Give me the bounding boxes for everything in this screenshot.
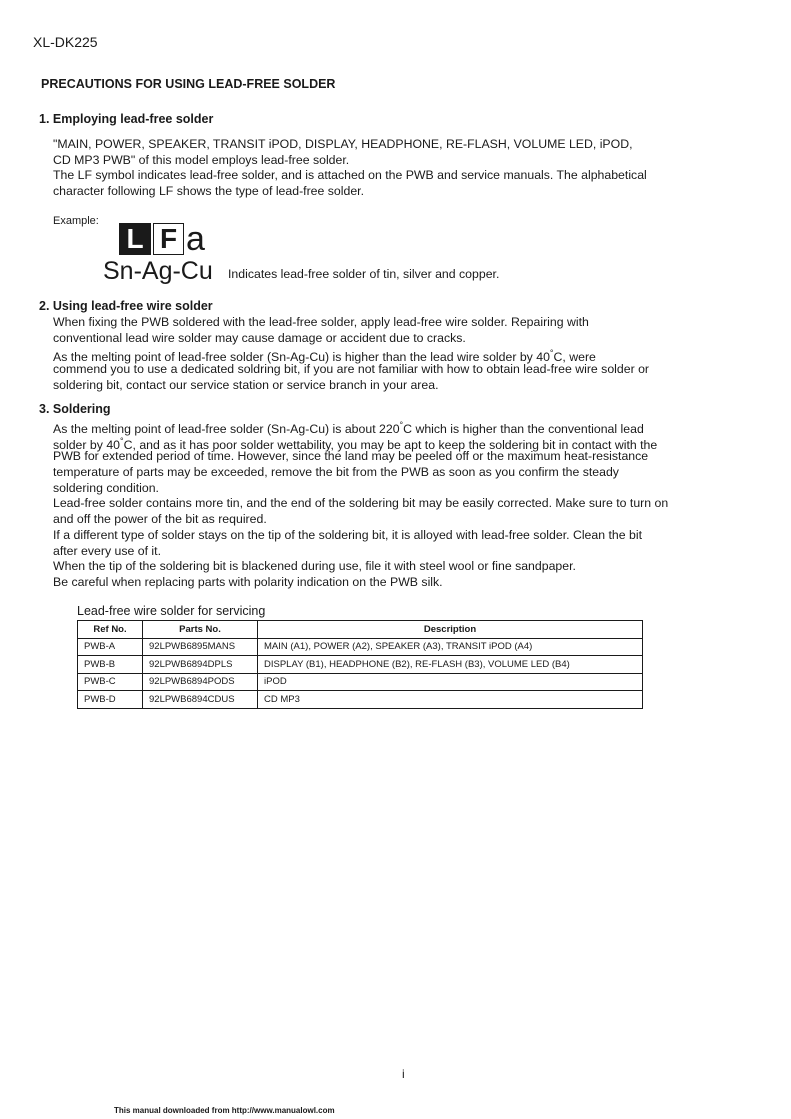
text-line: The LF symbol indicates lead-free solder, and is attached on the PWB and service manuals. The alphabetical bbox=[53, 168, 647, 183]
text-line: As the melting point of lead-free solder (Sn-Ag-Cu) is about 220°C which is higher than the conventional lead bbox=[53, 420, 644, 436]
solder-table bbox=[77, 620, 643, 709]
text-line: "MAIN, POWER, SPEAKER, TRANSIT iPOD, DISPLAY, HEADPHONE, RE-FLASH, VOLUME LED, iPOD, bbox=[53, 137, 633, 151]
alloy-description: Indicates lead-free solder of tin, silver and copper. bbox=[228, 267, 500, 281]
cell-ref-no: PWB-A bbox=[78, 638, 143, 656]
section-3-heading: 3. Soldering bbox=[39, 402, 111, 416]
section-2-body bbox=[53, 315, 649, 393]
model-number: XL-DK225 bbox=[33, 34, 98, 50]
text-line: Lead-free solder contains more tin, and the end of the soldering bit may be easily corrected. Make sure to turn on bbox=[53, 496, 669, 511]
text-line: character following LF shows the type of lead-free solder. bbox=[53, 184, 365, 199]
degree-symbol: ° bbox=[549, 348, 554, 359]
text-line: after every use of it. bbox=[53, 543, 161, 558]
table-header-row bbox=[78, 621, 643, 639]
degree-symbol: ° bbox=[120, 435, 124, 446]
text-line: PWB for extended period of time. However, since the land may be peeled off or the maximum heat-resistance bbox=[53, 449, 649, 464]
cell-description: CD MP3 bbox=[258, 691, 643, 709]
table-row bbox=[78, 691, 643, 709]
alloy-name: Sn-Ag-Cu bbox=[103, 257, 213, 285]
lf-symbol-f: F bbox=[153, 223, 184, 255]
cell-description: MAIN (A1), POWER (A2), SPEAKER (A3), TRANSIT iPOD (A4) bbox=[258, 638, 643, 656]
table-row bbox=[78, 656, 643, 674]
header-description: Description bbox=[258, 621, 643, 639]
cell-description: iPOD bbox=[258, 673, 643, 691]
table-row bbox=[78, 673, 643, 691]
cell-description: DISPLAY (B1), HEADPHONE (B2), RE-FLASH (B3), VOLUME LED (B4) bbox=[258, 656, 643, 674]
text-line: solder by 40°C, and as it has poor solder wettability, you may be apt to keep the soldering bit in contact with the bbox=[53, 435, 658, 452]
header-parts-no: Parts No. bbox=[143, 621, 258, 639]
lf-symbol-l: L bbox=[119, 223, 151, 255]
text-line: commend you to use a dedicated soldring bit, if you are not familiar with how to obtain lead-free wire solder or bbox=[53, 362, 650, 377]
section-1-heading: 1. Employing lead-free solder bbox=[39, 112, 214, 126]
section-2-heading: 2. Using lead-free wire solder bbox=[39, 299, 213, 313]
page-title: PRECAUTIONS FOR USING LEAD-FREE SOLDER bbox=[41, 77, 336, 91]
text-line: As the melting point of lead-free solder (Sn-Ag-Cu) is higher than the lead wire solder by 40°C, were bbox=[53, 348, 596, 365]
text-line: soldering bit, contact our service station or service branch in your area. bbox=[53, 377, 439, 392]
section-3-body bbox=[53, 418, 668, 591]
text-line: When the tip of the soldering bit is blackened during use, file it with steel wool or fine sandpaper. bbox=[53, 559, 576, 574]
text-line: CD MP3 PWB" of this model employs lead-free solder. bbox=[53, 152, 350, 167]
text-line: soldering condition. bbox=[53, 480, 159, 495]
text-line: If a different type of solder stays on the tip of the soldering bit, it is alloyed with lead-free solder. Clean the bit bbox=[53, 527, 642, 542]
footer-download-note: This manual downloaded from http://www.manualowl.com bbox=[114, 1106, 335, 1115]
header-ref-no: Ref No. bbox=[78, 621, 143, 639]
cell-ref-no: PWB-D bbox=[78, 691, 143, 709]
cell-parts-no: 92LPWB6895MANS bbox=[143, 638, 258, 656]
lf-symbol-suffix: a bbox=[186, 220, 205, 258]
cell-parts-no: 92LPWB6894PODS bbox=[143, 673, 258, 691]
example-label: Example: bbox=[53, 215, 99, 227]
cell-ref-no: PWB-C bbox=[78, 673, 143, 691]
degree-symbol: ° bbox=[399, 420, 404, 430]
text-line: Be careful when replacing parts with polarity indication on the PWB silk. bbox=[53, 574, 443, 589]
text-line: temperature of parts may be exceeded, remove the bit from the PWB as soon as you confirm the steady bbox=[53, 465, 619, 480]
lf-symbol bbox=[119, 220, 205, 258]
page-number: i bbox=[402, 1067, 405, 1081]
cell-parts-no: 92LPWB6894CDUS bbox=[143, 691, 258, 709]
table-caption: Lead-free wire solder for servicing bbox=[77, 604, 266, 618]
table-row bbox=[78, 638, 643, 656]
text-line: When fixing the PWB soldered with the lead-free solder, apply lead-free wire solder. Repairing with bbox=[53, 315, 589, 329]
cell-parts-no: 92LPWB6894DPLS bbox=[143, 656, 258, 674]
section-1-body bbox=[53, 137, 647, 200]
cell-ref-no: PWB-B bbox=[78, 656, 143, 674]
text-line: and off the power of the bit as required. bbox=[53, 512, 267, 527]
text-line: conventional lead wire solder may cause damage or accident due to cracks. bbox=[53, 330, 466, 345]
